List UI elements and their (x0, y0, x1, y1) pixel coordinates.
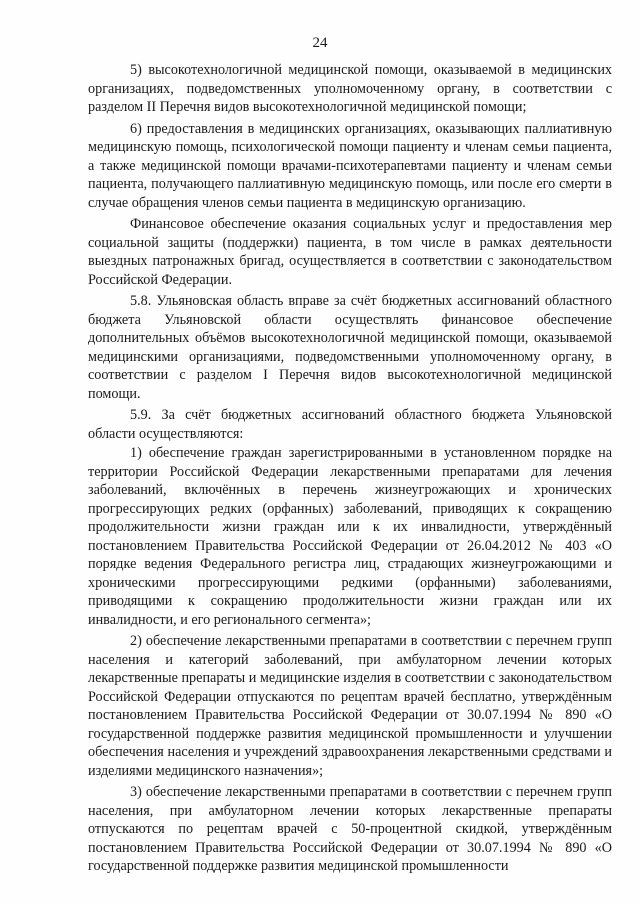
paragraph-item-5: 5) высокотехнологичной медицинской помощи, оказываемой в медицинских организациях, подведомственных уполномоченному органу, в соответствии с разделом II Перечня видов высокотехнологичной медицинской помощи; (88, 62, 612, 115)
paragraph-subitem-3: 3) обеспечение лекарственными препаратами в соответствии с перечнем групп населения, при амбулаторном лечении которых лекарственные препараты отпускаются по рецептам врачей с 50-процентной скидкой, утверждённым постановлением Правительства Российской Федерации от 30.07.1994 № 890 «О государственной поддержке развития медицинской промышленности (88, 784, 612, 874)
page-number: 24 (312, 35, 328, 51)
paragraph-section-5-9: 5.9. За счёт бюджетных ассигнований областного бюджета Ульяновской области осуществляются: (88, 407, 612, 442)
paragraph-item-6: 6) предоставления в медицинских организациях, оказывающих паллиативную медицинскую помощь, психологической помощи пациенту и членам семьи пациента, а также медицинской помощи врачами-психотерапевтами пациенту и членам семьи пациента, получающего паллиативную медицинскую помощь, или после его смерти в случае обращения членов семьи пациента в медицинскую организацию. (88, 120, 612, 211)
paragraph-social-services-financing: Финансовое обеспечение оказания социальных услуг и предоставления мер социальной защиты (поддержки) пациента, в том числе в рамках деятельности выездных патронажных бригад, осуществляется в соответствии с законодательством Российской Федерации. (88, 216, 612, 288)
paragraph-subitem-1: 1) обеспечение граждан зарегистрированными в установленном порядке на территории Российской Федерации лекарственными препаратами для лечения заболеваний, включённых в перечень жизнеугрожающих и хронических прогрессирующих редких (орфанных) заболеваний, приводящих к сокращению продолжительности жизни граждан или к их инвалидности, утверждённый постановлением Правительства Российской Федерации от 26.04.2012 № 403 «О порядке ведения Федерального регистра лиц, страдающих жизнеугрожающими и хроническими прогрессирующими редкими (орфанными) заболеваниями, приводящими к сокращению продолжительности жизни граждан или их инвалидности, и его регионального сегмента»; (88, 445, 612, 628)
document-body (88, 61, 612, 879)
paragraph-section-5-8: 5.8. Ульяновская область вправе за счёт бюджетных ассигнований областного бюджета Ульяновской области осуществлять финансовое обеспечение дополнительных объёмов высокотехнологичной медицинской помощи, оказываемой медицинскими организациями, подведомственными уполномоченному органу, в соответствии с разделом I Перечня видов высокотехнологичной медицинской помощи. (88, 293, 612, 402)
paragraph-subitem-2: 2) обеспечение лекарственными препаратами в соответствии с перечнем групп населения и категорий заболеваний, при амбулаторном лечении которых лекарственные препараты и медицинские изделия в соответствии с законодательством Российской Федерации отпускаются по рецептам врачей бесплатно, утверждённым постановлением Правительства Российской Федерации от 30.07.1994 № 890 «О государственной поддержке развития медицинской промышленности и улучшении обеспечения населения и учреждений здравоохранения лекарственными средствами и изделиями медицинского назначения»; (88, 633, 612, 779)
